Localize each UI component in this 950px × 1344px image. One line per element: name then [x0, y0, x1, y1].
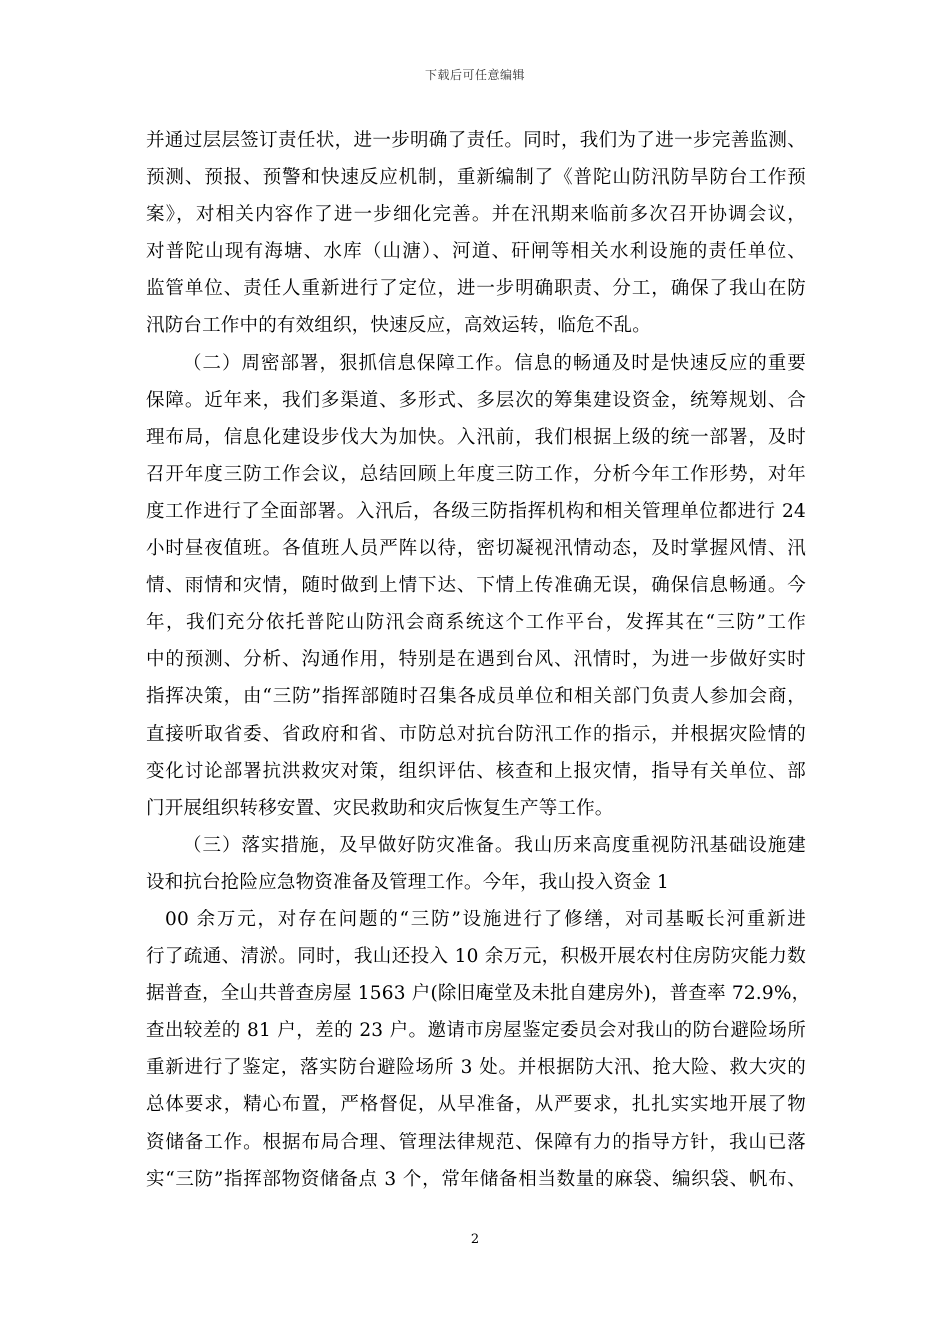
- text-line: 召开年度三防工作会议，总结回顾上年度三防工作，分析今年工作形势，对年: [146, 463, 806, 485]
- text-line: 小时昼夜值班。各值班人员严阵以待，密切凝视汛情动态，及时掌握风情、汛: [146, 538, 806, 560]
- text-line: 直接听取省委、省政府和省、市防总对抗台防汛工作的指示，并根据灾险情的: [146, 723, 806, 745]
- text-line: 情、雨情和灾情，随时做到上情下达、下情上传准确无误，确保信息畅通。今: [146, 575, 806, 597]
- text-line: 重新进行了鉴定，落实防台避险场所 3 处。并根据防大汛、抢大险、救大灾的: [146, 1057, 807, 1079]
- text-line: 指挥决策，由“三防”指挥部随时召集各成员单位和相关部门负责人参加会商，: [146, 686, 806, 708]
- text-line: 设和抗台抢险应急物资准备及管理工作。今年，我山投入资金 1: [146, 871, 669, 893]
- text-line: 门开展组织转移安置、灾民救助和灾后恢复生产等工作。: [146, 797, 614, 819]
- page-number: 2: [470, 1232, 480, 1247]
- document-body: [146, 122, 811, 1198]
- text-line: 保障。近年来，我们多渠道、多形式、多层次的筹集建设资金，统筹规划、合: [146, 389, 806, 411]
- text-line: 行了疏通、清淤。同时，我山还投入 10 余万元，积极开展农村住房防灾能力数: [146, 946, 806, 968]
- text-line: 对普陀山现有海塘、水库（山溏）、河道、矸闸等相关水利设施的责任单位、: [146, 241, 806, 263]
- text-line: 据普查，全山共普查房屋 1563 户(除旧庵堂及未批自建房外)，普查率 72.9%，: [146, 983, 811, 1005]
- text-line: 总体要求，精心布置，严格督促，从早准备，从严要求，扎扎实实地开展了物: [146, 1094, 806, 1116]
- paragraph-heading-line: （三）落实措施，及早做好防灾准备。我山历来高度重视防汛基础设施建: [183, 834, 806, 856]
- text-line: 中的预测、分析、沟通作用，特别是在遇到台风、汛情时，为进一步做好实时: [146, 649, 806, 671]
- text-line: 理布局，信息化建设步伐大为加快。入汛前，我们根据上级的统一部署，及时: [146, 426, 806, 448]
- page-header: 下载后可任意编辑: [424, 68, 525, 82]
- text-line: 案》，对相关内容作了进一步细化完善。并在汛期来临前多次召开协调会议，: [146, 204, 806, 226]
- text-line: 资储备工作。根据布局合理、管理法律规范、保障有力的指导方针，我山已落: [146, 1131, 806, 1153]
- text-line: 查出较差的 81 户，差的 23 户。邀请市房屋鉴定委员会对我山的防台避险场所: [146, 1020, 806, 1042]
- text-line: 预测、预报、预警和快速反应机制，重新编制了《普陀山防汛防旱防台工作预: [146, 167, 806, 189]
- text-line: 并通过层层签订责任状，进一步明确了责任。同时，我们为了进一步完善监测、: [146, 130, 806, 151]
- text-line: 监管单位、责任人重新进行了定位，进一步明确职责、分工，确保了我山在防: [146, 278, 806, 300]
- text-line: 年，我们充分依托普陀山防汛会商系统这个工作平台，发挥其在“三防”工作: [146, 612, 806, 634]
- paragraph-heading-line: （二）周密部署，狠抓信息保障工作。信息的畅通及时是快速反应的重要: [183, 352, 806, 374]
- text-line: 汛防台工作中的有效组织，快速反应，高效运转，临危不乱。: [146, 315, 651, 337]
- text-line: 变化讨论部署抗洪救灾对策，组织评估、核查和上报灾情，指导有关单位、部: [146, 760, 806, 782]
- text-line: 实“三防”指挥部物资储备点 3 个，常年储备相当数量的麻袋、编织袋、帆布、: [146, 1168, 806, 1190]
- text-line: 00 余万元，对存在问题的“三防”设施进行了修缮，对司基畈长河重新进: [165, 908, 806, 930]
- text-line: 度工作进行了全面部署。入汛后，各级三防指挥机构和相关管理单位都进行 24: [146, 500, 806, 522]
